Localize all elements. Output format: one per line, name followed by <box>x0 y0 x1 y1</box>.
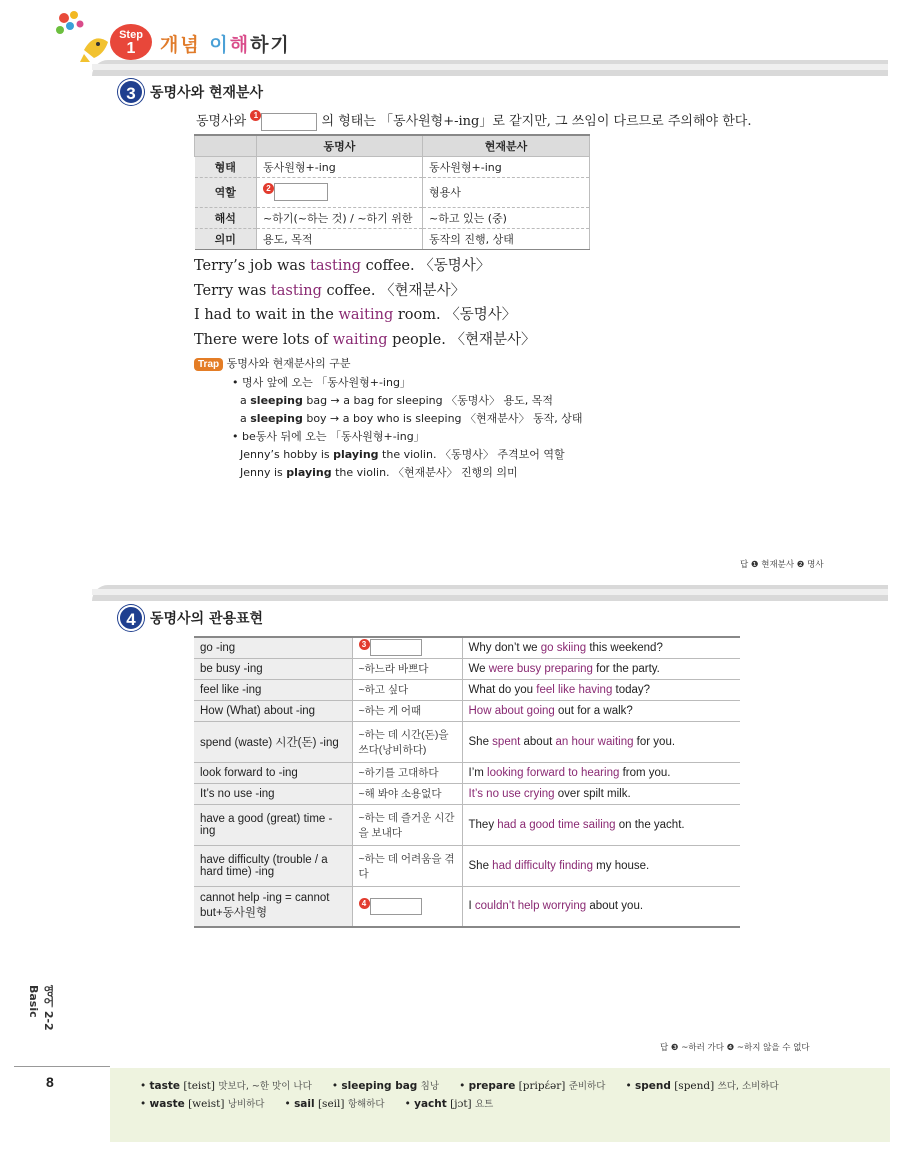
idiom-expression: be busy -ing <box>194 658 352 679</box>
idiom-expression: look forward to -ing <box>194 762 352 783</box>
title-part-1: 개념 <box>160 34 201 56</box>
idiom-example: How about going out for a walk? <box>462 700 740 721</box>
table-row <box>195 177 590 207</box>
trap-line: Jenny’s hobby is playing the violin. 〈동명사〉 주격보어 역할 <box>240 448 565 461</box>
page-number: 8 <box>46 1074 54 1090</box>
intro-after: 의 형태는 「동사원형+-ing」로 같지만, 그 쓰임이 다르므로 주의해야 한다. <box>321 114 752 129</box>
participle-cell: 형용사 <box>423 177 590 207</box>
step-title <box>160 30 291 57</box>
table-row <box>194 700 740 721</box>
idiom-meaning: ~하느라 바쁘다 <box>352 658 462 679</box>
section-3-rail <box>92 60 888 76</box>
example-sentence <box>194 279 536 304</box>
vocab-item: • sleeping bag 침낭 <box>331 1080 440 1092</box>
idiom-meaning: ~하고 싶다 <box>352 679 462 700</box>
title-part-3: 해 <box>229 34 251 56</box>
section-4-rail <box>92 585 888 601</box>
row-label: 해석 <box>195 207 257 228</box>
step-number: 1 <box>126 40 136 57</box>
ex-text: people. 〈현재분사〉 <box>387 331 536 348</box>
idiom-expression: go -ing <box>194 637 352 658</box>
idiom-meaning <box>352 637 462 658</box>
idiom-expression: It’s no use -ing <box>194 783 352 804</box>
trap-bullet: • 명사 앞에 오는 「동사원형+-ing」 <box>232 376 411 389</box>
blank-4-box[interactable] <box>370 898 422 915</box>
idiom-example: I couldn’t help worrying about you. <box>462 886 740 927</box>
table-header-gerund: 동명사 <box>257 135 423 156</box>
row-label: 의미 <box>195 228 257 249</box>
table-row <box>194 679 740 700</box>
step-badge <box>110 24 152 60</box>
participle-cell: 동작의 진행, 상태 <box>423 228 590 249</box>
ex-highlight: waiting <box>332 331 388 348</box>
idiom-example: She spent about an hour waiting for you. <box>462 721 740 762</box>
table-row <box>194 658 740 679</box>
title-part-4: 하기 <box>250 34 291 56</box>
idiom-expression: cannot help -ing = cannot but+동사원형 <box>194 886 352 927</box>
table-row <box>194 783 740 804</box>
ex-text: room. 〈동명사〉 <box>393 307 517 323</box>
vocab-item: • prepare [pripέər] 준비하다 <box>459 1080 606 1092</box>
table-row <box>195 156 590 177</box>
idiom-example: I’m looking forward to hearing from you. <box>462 762 740 783</box>
vocab-item: • waste [weist] 낭비하다 <box>140 1098 265 1110</box>
section-3-intro <box>196 110 752 131</box>
side-label: 영어 2-2 Basic <box>27 985 55 1031</box>
table-row <box>194 637 740 658</box>
gerund-cell <box>257 177 423 207</box>
table-row <box>194 804 740 845</box>
table-row <box>195 228 590 249</box>
section-3-answer: 답 ❶ 현재분사 ❷ 명사 <box>740 560 824 570</box>
ex-text: Terry’s job was <box>194 258 311 274</box>
idiom-example: They had a good time sailing on the yacht. <box>462 804 740 845</box>
idiom-meaning: ~하는 데 시간(돈)을 쓰다(낭비하다) <box>352 721 462 762</box>
table-header-empty <box>195 135 257 156</box>
table-row <box>194 721 740 762</box>
idiom-example: She had difficulty finding my house. <box>462 845 740 886</box>
idiom-expression: feel like -ing <box>194 679 352 700</box>
section-3-title: 동명사와 현재분사 <box>150 85 264 101</box>
step-word: Step <box>119 29 143 41</box>
example-sentences <box>194 254 536 352</box>
trap-badge: Trap <box>194 358 223 371</box>
example-sentence <box>194 254 536 279</box>
idiom-example: Why don’t we go skiing this weekend? <box>462 637 740 658</box>
table-row <box>194 845 740 886</box>
vocab-box <box>110 1068 890 1142</box>
footer-divider <box>14 1066 110 1067</box>
trap-line: Jenny is playing the violin. 〈현재분사〉 진행의 의미 <box>240 466 518 479</box>
idiom-meaning <box>352 886 462 927</box>
blank-2-box[interactable] <box>274 183 328 201</box>
blank-3-box[interactable] <box>370 639 422 656</box>
blank-1-box[interactable] <box>261 113 317 131</box>
vocab-item: • spend [spend] 쓰다, 소비하다 <box>625 1080 779 1092</box>
idiom-expression: have a good (great) time -ing <box>194 804 352 845</box>
idiom-meaning: ~해 봐야 소용없다 <box>352 783 462 804</box>
section-4-title: 동명사의 관용표현 <box>150 611 264 627</box>
ex-text: coffee. 〈동명사〉 <box>361 258 491 274</box>
vocab-item: • sail [seil] 항해하다 <box>284 1098 385 1110</box>
ex-highlight: tasting <box>310 258 362 274</box>
idiom-table <box>194 636 740 928</box>
section-4-number: 4 <box>118 605 144 631</box>
title-part-2: 이 <box>200 34 230 56</box>
ex-text: There were lots of <box>194 331 333 348</box>
participle-cell: ~하고 있는 (중) <box>423 207 590 228</box>
blank-3-marker: 3 <box>359 639 370 650</box>
idiom-example: We were busy preparing for the party. <box>462 658 740 679</box>
vocab-line-2 <box>140 1096 493 1110</box>
idiom-meaning: ~하는 데 어려움을 겪다 <box>352 845 462 886</box>
trap-line: a sleeping boy → a boy who is sleeping 〈현재분사〉 동작, 상태 <box>240 412 583 425</box>
gerund-cell: 동사원형+-ing <box>257 156 423 177</box>
participle-cell: 동사원형+-ing <box>423 156 590 177</box>
example-sentence <box>194 303 536 328</box>
idiom-expression: How (What) about -ing <box>194 700 352 721</box>
ex-text: coffee. 〈현재분사〉 <box>321 282 466 299</box>
blank-1-marker: 1 <box>250 110 261 121</box>
idiom-meaning: ~하는 데 즐거운 시간을 보내다 <box>352 804 462 845</box>
table-header-participle: 현재분사 <box>423 135 590 156</box>
idiom-meaning: ~하기를 고대하다 <box>352 762 462 783</box>
trap-title: 동명사와 현재분사의 구분 <box>226 357 351 370</box>
ex-highlight: tasting <box>270 282 322 299</box>
example-sentence <box>194 328 536 353</box>
row-label: 형태 <box>195 156 257 177</box>
intro-before: 동명사와 <box>196 114 247 129</box>
ex-highlight: waiting <box>338 307 394 323</box>
row-label: 역할 <box>195 177 257 207</box>
section-4-answer: 답 ❸ ~하러 가다 ❹ ~하지 않을 수 없다 <box>660 1043 810 1053</box>
trap-box <box>194 355 583 482</box>
gerund-cell: ~하기(~하는 것) / ~하기 위한 <box>257 207 423 228</box>
gerund-cell: 용도, 목적 <box>257 228 423 249</box>
table-row <box>194 886 740 927</box>
ex-text: Terry was <box>194 282 271 299</box>
idiom-example: It’s no use crying over spilt milk. <box>462 783 740 804</box>
gerund-participle-table <box>194 134 590 250</box>
table-row <box>195 207 590 228</box>
idiom-expression: spend (waste) 시간(돈) -ing <box>194 721 352 762</box>
trap-line: a sleeping bag → a bag for sleeping 〈동명사〉 용도, 목적 <box>240 394 553 407</box>
idiom-example: What do you feel like having today? <box>462 679 740 700</box>
idiom-meaning: ~하는 게 어때 <box>352 700 462 721</box>
section-3-number: 3 <box>118 79 144 105</box>
idiom-expression: have difficulty (trouble / a hard time) -ing <box>194 845 352 886</box>
vocab-item: • taste [teist] 맛보다, ~한 맛이 나다 <box>140 1080 312 1092</box>
ex-text: I had to wait in the <box>194 307 339 323</box>
blank-4-marker: 4 <box>359 898 370 909</box>
vocab-line-1 <box>140 1078 779 1092</box>
blank-2-marker: 2 <box>263 183 274 194</box>
table-row <box>194 762 740 783</box>
vocab-item: • yacht [jɔt] 요트 <box>404 1098 494 1110</box>
trap-bullet: • be동사 뒤에 오는 「동사원형+-ing」 <box>232 430 425 443</box>
